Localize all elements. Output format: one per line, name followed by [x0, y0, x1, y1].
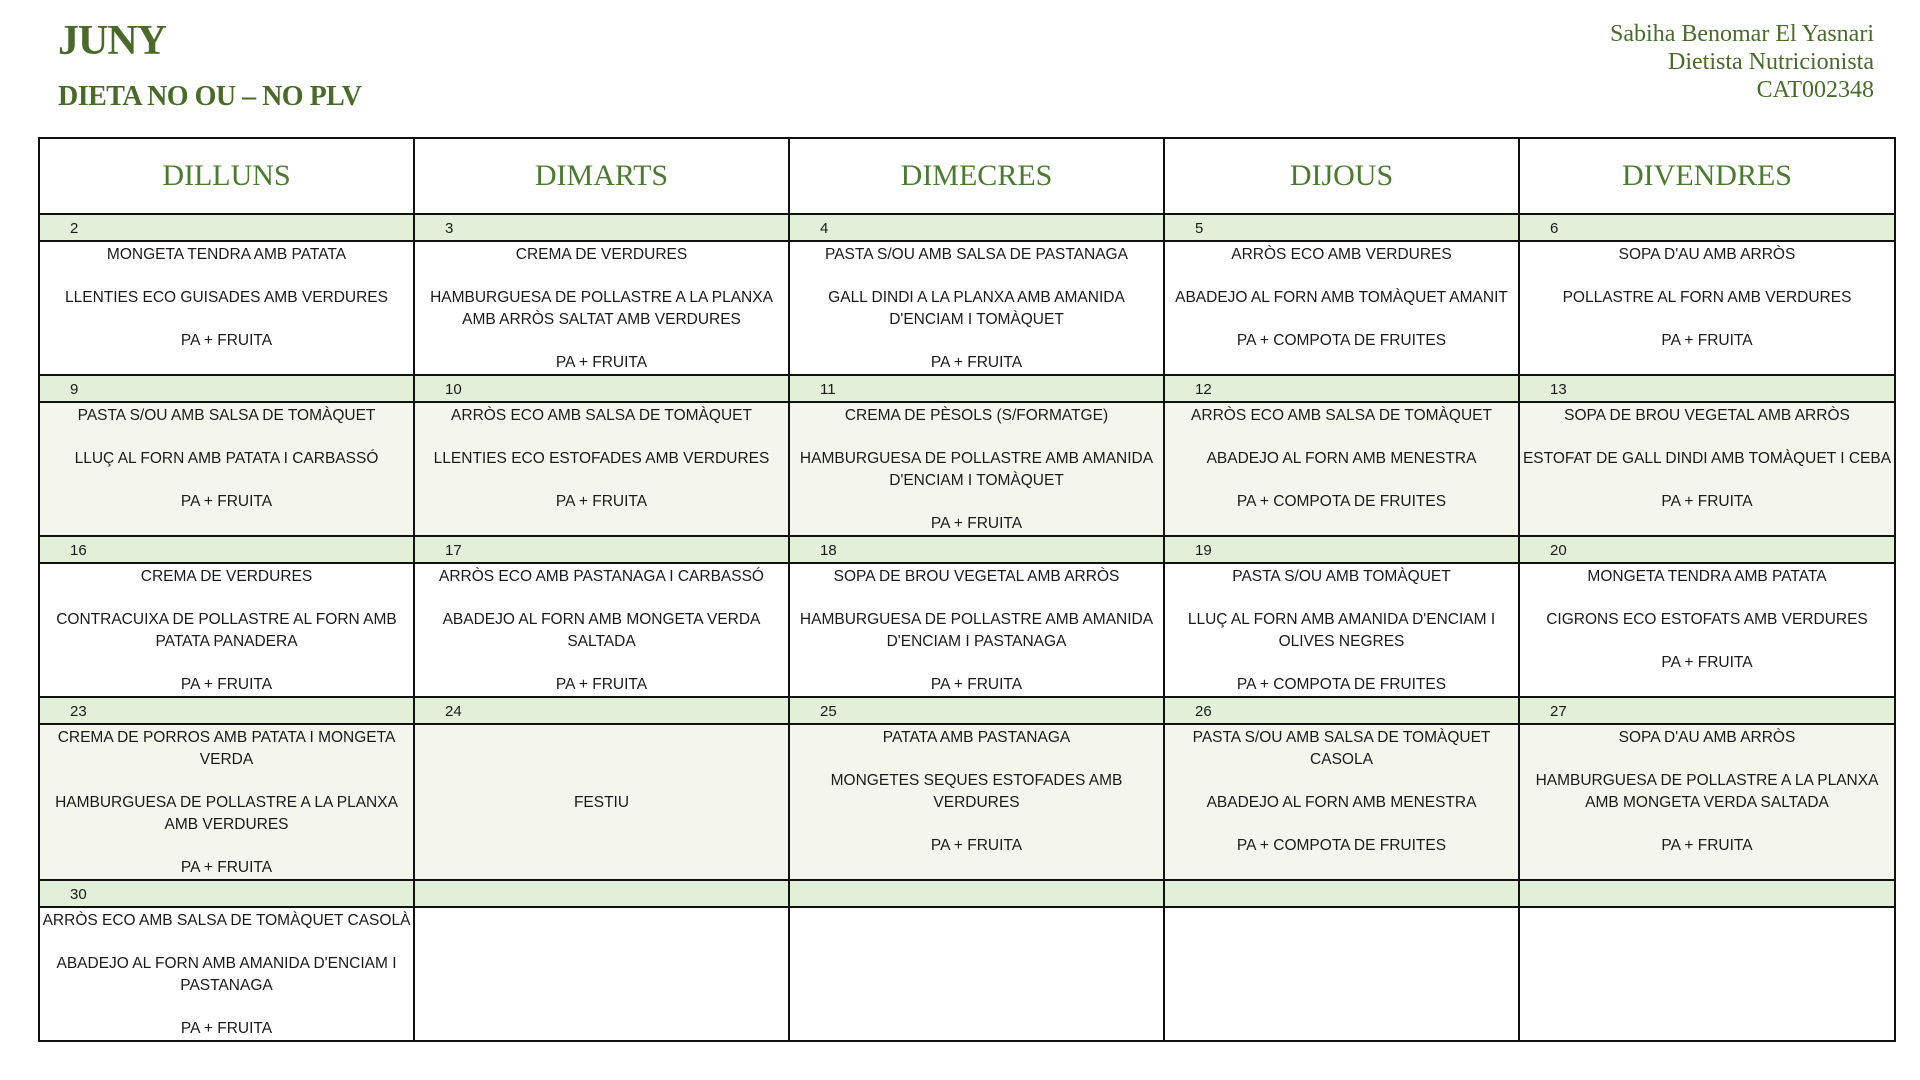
menu-item: POLLASTRE AL FORN AMB VERDURES — [1562, 289, 1852, 306]
date-cell — [1519, 880, 1895, 907]
menu-item: SOPA DE BROU VEGETAL AMB ARRÒS — [833, 568, 1120, 585]
date-number: 4 — [820, 220, 829, 237]
date-cell — [39, 880, 414, 907]
menu-item: HAMBURGUESA DE POLLASTRE AMB AMANIDA D'ENCIAM I PASTANAGA — [799, 611, 1154, 650]
menu-item: PA + COMPOTA DE FRUITES — [1236, 837, 1447, 854]
author-role: Dietista Nutricionista — [1668, 49, 1874, 75]
menu-item: ARRÒS ECO AMB SALSA DE TOMÀQUET — [451, 407, 752, 424]
menu-item: PA + FRUITA — [180, 1020, 273, 1037]
menu-item: PATATA AMB PASTANAGA — [882, 729, 1071, 746]
author-code: CAT002348 — [1756, 77, 1874, 103]
menu-item: PA + COMPOTA DE FRUITES — [1236, 676, 1447, 693]
menu-item: PA + FRUITA — [930, 837, 1023, 854]
menu-item: PA + FRUITA — [1661, 332, 1753, 349]
date-cell — [1519, 536, 1895, 563]
menu-cell — [789, 724, 1164, 880]
menu-cell — [789, 402, 1164, 536]
date-row — [39, 375, 1895, 402]
date-cell — [414, 697, 789, 724]
menu-cell — [1164, 907, 1519, 1041]
menu-row — [39, 563, 1895, 697]
menu-item: PA + FRUITA — [1661, 493, 1753, 510]
date-cell — [1519, 697, 1895, 724]
menu-row — [39, 241, 1895, 375]
date-number: 11 — [820, 381, 836, 398]
menu-item: ABADEJO AL FORN AMB MONGETA VERDA SALTADA — [442, 611, 761, 650]
menu-cell — [1164, 402, 1519, 536]
date-cell — [789, 880, 1164, 907]
holiday-label: FESTIU — [573, 794, 630, 811]
menu-item: LLENTIES ECO ESTOFADES AMB VERDURES — [433, 450, 770, 467]
author-name: Sabiha Benomar El Yasnari — [1610, 21, 1874, 47]
menu-item: PA + FRUITA — [930, 515, 1023, 532]
menu-item: PA + FRUITA — [930, 354, 1023, 371]
menu-item: ARRÒS ECO AMB VERDURES — [1231, 246, 1452, 263]
menu-item: PA + FRUITA — [930, 676, 1023, 693]
menu-item: MONGETA TENDRA AMB PATATA — [106, 246, 347, 263]
menu-item: ARRÒS ECO AMB PASTANAGA I CARBASSÓ — [438, 568, 764, 585]
menu-row — [39, 402, 1895, 536]
menu-item: ARRÒS ECO AMB SALSA DE TOMÀQUET — [1191, 407, 1492, 424]
menu-cell — [789, 907, 1164, 1041]
diet-subtitle: DIETA NO OU – NO PLV — [58, 81, 362, 112]
day-header-monday: DILLUNS — [39, 138, 414, 214]
menu-cell — [1519, 563, 1895, 697]
menu-item: CIGRONS ECO ESTOFATS AMB VERDURES — [1546, 611, 1868, 628]
menu-item: HAMBURGUESA DE POLLASTRE A LA PLANXA AMB MONGETA VERDA SALTADA — [1535, 772, 1879, 811]
menu-item: ESTOFAT DE GALL DINDI AMB TOMÀQUET I CEBA — [1522, 450, 1892, 467]
date-cell — [414, 536, 789, 563]
menu-cell — [414, 724, 789, 880]
date-cell — [414, 880, 789, 907]
date-number: 23 — [70, 703, 87, 720]
menu-cell — [1164, 563, 1519, 697]
menu-cell — [1164, 241, 1519, 375]
menu-row — [39, 724, 1895, 880]
date-number: 20 — [1550, 542, 1567, 559]
menu-item: CREMA DE VERDURES — [515, 246, 688, 263]
date-number: 24 — [445, 703, 462, 720]
date-number: 26 — [1195, 703, 1212, 720]
menu-item: ARRÒS ECO AMB SALSA DE TOMÀQUET CASOLÀ — [42, 912, 411, 929]
date-number: 6 — [1550, 220, 1559, 237]
menu-item: PA + FRUITA — [555, 676, 648, 693]
menu-item: CREMA DE PÈSOLS (S/FORMATGE) — [844, 407, 1109, 424]
menu-item: PA + COMPOTA DE FRUITES — [1236, 493, 1447, 510]
date-number: 13 — [1550, 381, 1567, 398]
menu-cell — [414, 241, 789, 375]
month-title: JUNY — [58, 18, 166, 64]
menu-cell — [39, 563, 414, 697]
menu-cell — [1519, 241, 1895, 375]
date-cell — [789, 536, 1164, 563]
menu-cell — [39, 241, 414, 375]
menu-cell — [39, 724, 414, 880]
menu-cell — [414, 563, 789, 697]
date-number: 10 — [445, 381, 462, 398]
menu-item: PASTA S/OU AMB SALSA DE TOMÀQUET — [77, 407, 376, 424]
menu-cell — [1164, 724, 1519, 880]
date-cell — [789, 214, 1164, 241]
menu-item: PA + FRUITA — [180, 332, 273, 349]
menu-item: SOPA D'AU AMB ARRÒS — [1618, 729, 1796, 746]
menu-item: PA + FRUITA — [1661, 837, 1753, 854]
menu-item: ABADEJO AL FORN AMB MENESTRA — [1206, 794, 1477, 811]
date-cell — [414, 214, 789, 241]
date-cell — [1164, 214, 1519, 241]
menu-cell — [789, 563, 1164, 697]
day-header-tuesday: DIMARTS — [414, 138, 789, 214]
date-row — [39, 214, 1895, 241]
menu-item: CREMA DE VERDURES — [140, 568, 313, 585]
date-number: 3 — [445, 220, 454, 237]
date-cell — [39, 375, 414, 402]
date-number: 17 — [445, 542, 462, 559]
menu-cell — [1519, 907, 1895, 1041]
menu-cell — [39, 907, 414, 1041]
day-header-friday: DIVENDRES — [1519, 138, 1895, 214]
menu-item: SOPA D'AU AMB ARRÒS — [1618, 246, 1796, 263]
menu-item: LLUÇ AL FORN AMB PATATA I CARBASSÓ — [74, 450, 379, 467]
date-cell — [789, 375, 1164, 402]
menu-item: PA + FRUITA — [555, 354, 648, 371]
date-row — [39, 697, 1895, 724]
menu-item: LLUÇ AL FORN AMB AMANIDA D'ENCIAM I OLIVES NEGRES — [1187, 611, 1496, 650]
day-header-wednesday: DIMECRES — [789, 138, 1164, 214]
date-cell — [1164, 536, 1519, 563]
author-block — [1610, 20, 1874, 104]
menu-row — [39, 907, 1895, 1041]
menu-item: ABADEJO AL FORN AMB MENESTRA — [1206, 450, 1477, 467]
menu-item: PA + FRUITA — [1661, 654, 1753, 671]
menu-item: ABADEJO AL FORN AMB TOMÀQUET AMANIT — [1175, 289, 1508, 306]
menu-item: LLENTIES ECO GUISADES AMB VERDURES — [64, 289, 388, 306]
menu-item: ABADEJO AL FORN AMB AMANIDA D'ENCIAM I PASTANAGA — [56, 955, 397, 994]
menu-cell — [414, 907, 789, 1041]
date-number: 25 — [820, 703, 837, 720]
menu-item: PA + FRUITA — [555, 493, 648, 510]
menu-item: MONGETA TENDRA AMB PATATA — [1587, 568, 1827, 585]
day-header-thursday: DIJOUS — [1164, 138, 1519, 214]
date-number: 12 — [1195, 381, 1212, 398]
menu-cell — [1519, 402, 1895, 536]
date-cell — [39, 536, 414, 563]
date-cell — [39, 214, 414, 241]
menu-item: HAMBURGUESA DE POLLASTRE AMB AMANIDA D'ENCIAM I TOMÀQUET — [799, 450, 1154, 489]
menu-item: PASTA S/OU AMB SALSA DE PASTANAGA — [825, 246, 1128, 263]
menu-item: PA + FRUITA — [180, 676, 273, 693]
menu-item: PA + COMPOTA DE FRUITES — [1236, 332, 1447, 349]
menu-item: HAMBURGUESA DE POLLASTRE A LA PLANXA AMB ARRÒS SALTAT AMB VERDURES — [430, 289, 773, 328]
menu-item: PASTA S/OU AMB SALSA DE TOMÀQUET CASOLA — [1192, 729, 1491, 768]
menu-cell — [789, 241, 1164, 375]
menu-item: HAMBURGUESA DE POLLASTRE A LA PLANXA AMB VERDURES — [55, 794, 398, 833]
menu-item: PASTA S/OU AMB TOMÀQUET — [1232, 568, 1451, 585]
date-cell — [1164, 375, 1519, 402]
date-number: 16 — [70, 542, 87, 559]
date-number: 27 — [1550, 703, 1567, 720]
date-cell — [1519, 375, 1895, 402]
menu-item: GALL DINDI A LA PLANXA AMB AMANIDA D'ENCIAM I TOMÀQUET — [828, 289, 1125, 328]
date-cell — [789, 697, 1164, 724]
date-cell — [1519, 214, 1895, 241]
date-row — [39, 536, 1895, 563]
date-number: 30 — [70, 886, 87, 903]
date-number: 19 — [1195, 542, 1212, 559]
date-cell — [1164, 880, 1519, 907]
menu-item: MONGETES SEQUES ESTOFADES AMB VERDURES — [830, 772, 1123, 811]
menu-cell — [39, 402, 414, 536]
date-row — [39, 880, 1895, 907]
menu-item: CREMA DE PORROS AMB PATATA I MONGETA VERDA — [57, 729, 396, 768]
date-cell — [1164, 697, 1519, 724]
date-number: 5 — [1195, 220, 1204, 237]
menu-cell — [1519, 724, 1895, 880]
date-cell — [39, 697, 414, 724]
menu-item: SOPA DE BROU VEGETAL AMB ARRÒS — [1564, 407, 1850, 424]
menu-item: PA + FRUITA — [180, 859, 273, 876]
menu-calendar — [38, 137, 1896, 1042]
menu-item: CONTRACUIXA DE POLLASTRE AL FORN AMB PATATA PANADERA — [56, 611, 397, 650]
menu-cell — [414, 402, 789, 536]
date-number: 2 — [70, 220, 79, 237]
menu-item: PA + FRUITA — [180, 493, 273, 510]
date-number: 9 — [70, 381, 79, 398]
date-number: 18 — [820, 542, 837, 559]
date-cell — [414, 375, 789, 402]
